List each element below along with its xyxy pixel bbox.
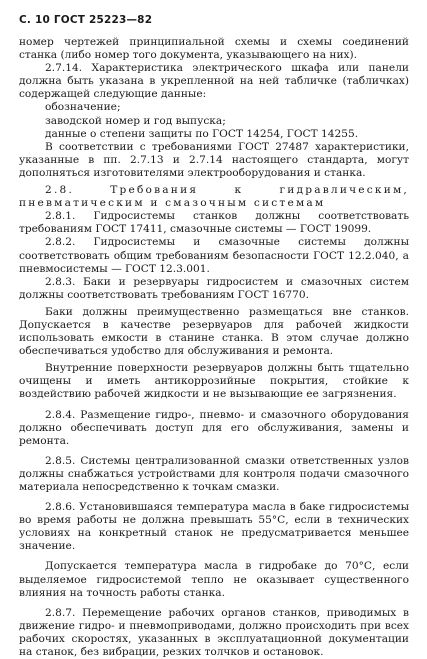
paragraph-2-8-1: 2.8.1. Гидросистемы станков должны соответствовать требованиям ГОСТ 17411, смазочные системы — ГОСТ 19099.	[19, 210, 409, 236]
paragraph-2-7-14: 2.7.14. Характеристика электрического шкафа или панели должна быть указана в укрепленной на ней табличке (табличках) содержащей следующие данные:	[19, 62, 409, 101]
paragraph-2-8-4: 2.8.4. Размещение гидро-, пневмо- и смазочного оборудования должно обеспечивать доступ для его обслуживания, замены и ремонта.	[19, 408, 409, 447]
paragraph-2-8-3: 2.8.3. Баки и резервуары гидросистем и смазочных систем должны соответствовать требованиям ГОСТ 16770.	[19, 275, 409, 301]
paragraph-2-8-7: 2.8.7. Перемещение рабочих органов станков, приводимых в движение гидро- и пневмоприводами, должно происходить при всех рабочих скоростях, указанных в эксплуатационной документации на станок, без вибрации, резких толчков и остановок.	[19, 606, 409, 659]
document-body	[19, 36, 409, 659]
paragraph-tanks-placement: Баки должны преимущественно размещаться вне станков. Допускается в качестве резервуаров для рабочей жидкости использовать емкости в станине станка. В этом случае должно обеспечиваться удобство для обслуживания и ремонта.	[19, 305, 409, 358]
paragraph-2-8-6: 2.8.6. Установившаяся температура масла в баке гидросистемы во время работы не должна превышать 55°С, если в технических условиях на конкретный станок не предусматривается меньшее значение.	[19, 501, 409, 553]
page-header: С. 10 ГОСТ 25223—82	[19, 14, 153, 26]
list-item-designation: обозначение;	[45, 101, 121, 114]
paragraph-gost-27487: В соответствии с требованиями ГОСТ 27487 характеристики, указанные в пп. 2.7.13 и 2.7.14 настоящего стандарта, могут дополняться изготовителями электрооборудования и станка.	[19, 140, 409, 179]
list-item-serial-number: заводской номер и год выпуска;	[45, 114, 226, 127]
section-heading-2-8: 2.8. Требования к гидравлическим, пневматическим и смазочным системам	[19, 184, 409, 210]
list-item-protection-degree: данные о степени защиты по ГОСТ 14254, ГОСТ 14255.	[45, 127, 359, 140]
paragraph-2-8-5: 2.8.5. Системы централизованной смазки ответственных узлов должны снабжаться устройствами для контроля подачи смазочного материала непосредственно к точкам смазки.	[19, 454, 409, 493]
paragraph-continuation: номер чертежей принципиальной схемы и схемы соединений станка (либо номер того документа, указывающего на них).	[19, 36, 409, 62]
paragraph-2-8-2: 2.8.2. Гидросистемы и смазочные системы должны соответствовать общим требованиям безопасности ГОСТ 12.2.040, а пневмосистемы — ГОСТ 12.3.001.	[19, 236, 409, 275]
paragraph-inner-surfaces: Внутренние поверхности резервуаров должны быть тщательно очищены и иметь антикоррозийные покрытия, стойкие к воздействию рабочей жидкости и не вызывающие ее загрязнения.	[19, 362, 409, 401]
paragraph-oil-temperature: Допускается температура масла в гидробаке до 70°С, если выделяемое гидросистемой тепло не оказывает существенного влияния на точность работы станка.	[19, 560, 409, 599]
